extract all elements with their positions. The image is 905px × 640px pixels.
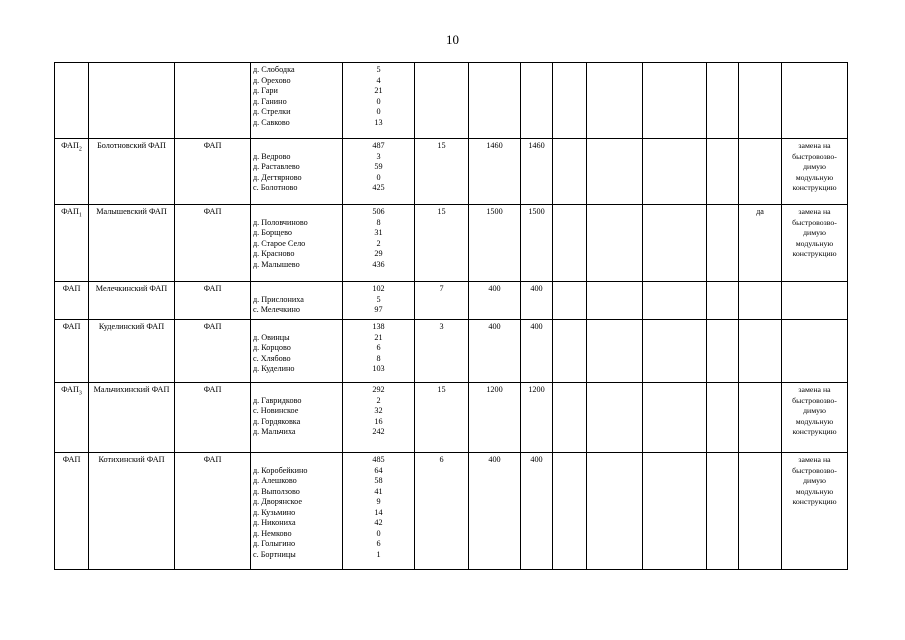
facility-type-cell	[55, 63, 89, 139]
flag-cell	[739, 63, 782, 139]
village-name: д. Коробейкино	[253, 465, 308, 475]
empty-cell-d	[707, 205, 739, 282]
village-name: д. Мальчиха	[253, 427, 296, 436]
facility-kind: ФАП	[175, 282, 251, 320]
facility-type: ФАП	[62, 322, 81, 331]
village-population: 5	[376, 65, 381, 74]
village-name: д. Корцово	[253, 343, 291, 352]
population-cell	[343, 205, 415, 282]
village-population: 6	[376, 343, 381, 352]
table-row	[55, 63, 848, 139]
village-name: д. Немково	[253, 528, 292, 538]
note-cell	[782, 282, 848, 320]
flag-cell	[739, 383, 782, 453]
spacer	[253, 322, 340, 333]
value-cell-1: 7	[415, 282, 469, 320]
village-name: д. Красново	[253, 249, 295, 258]
village-name: с. Бортницы	[253, 549, 296, 559]
village-population: 0	[376, 107, 381, 116]
facility-kind: ФАП	[175, 205, 251, 282]
facility-type-cell	[55, 282, 89, 320]
facility-type: ФАП	[62, 455, 81, 464]
empty-cell-b	[587, 205, 643, 282]
empty-cell-d	[707, 453, 739, 570]
village-name: д. Никониха	[253, 518, 296, 527]
villages-cell	[251, 205, 343, 282]
empty-cell-b	[587, 282, 643, 320]
empty-cell-d	[707, 320, 739, 383]
empty-cell-b	[587, 453, 643, 570]
flag-cell: да	[739, 205, 782, 282]
population-cell	[343, 139, 415, 205]
facility-name: Куделинский ФАП	[89, 320, 175, 383]
village-name: д. Половчиново	[253, 217, 308, 227]
population-cell	[343, 282, 415, 320]
value-cell-3: 400	[521, 453, 553, 570]
table-row	[55, 453, 848, 570]
facility-type-cell	[55, 320, 89, 383]
population-cell	[343, 63, 415, 139]
table-row	[55, 320, 848, 383]
facility-type-index: 3	[78, 390, 82, 397]
village-name: д. Куделино	[253, 364, 295, 373]
value-cell-3: 1500	[521, 205, 553, 282]
village-name: д. Борщево	[253, 228, 292, 237]
village-name: д. Малышево	[253, 259, 300, 269]
village-name: с. Мелечкино	[253, 305, 301, 314]
village-population: 97	[374, 305, 383, 314]
note-cell	[782, 63, 848, 139]
village-name: с. Болотново	[253, 183, 298, 192]
value-cell-2: 1460	[469, 139, 521, 205]
village-name: д. Стрелки	[253, 107, 291, 116]
flag-cell	[739, 282, 782, 320]
village-population: 29	[374, 249, 383, 258]
empty-cell-d	[707, 139, 739, 205]
village-population: 5	[376, 294, 381, 304]
villages-cell	[251, 139, 343, 205]
facility-name: Болотновский ФАП	[89, 139, 175, 205]
village-population: 6	[376, 539, 381, 548]
note-cell	[782, 320, 848, 383]
facility-type-index: 2	[78, 146, 82, 153]
villages-cell	[251, 63, 343, 139]
village-population: 16	[374, 416, 383, 426]
village-population: 8	[376, 353, 381, 363]
village-name: д. Алешково	[253, 476, 297, 485]
value-cell-2	[469, 63, 521, 139]
note-cell: замена на быстровозво-димую модульную конструкцию	[782, 383, 848, 453]
flag-cell	[739, 320, 782, 383]
facility-name: Мелечкинский ФАП	[89, 282, 175, 320]
facility-type-index: 1	[78, 212, 82, 219]
facility-type: ФАП	[61, 385, 79, 394]
village-population: 8	[376, 217, 381, 227]
villages-cell	[251, 453, 343, 570]
facility-kind: ФАП	[175, 139, 251, 205]
village-population: 58	[374, 476, 383, 485]
village-name: с. Хлябово	[253, 353, 291, 363]
total-population: 487	[372, 141, 385, 150]
flag-cell	[739, 453, 782, 570]
village-population: 13	[374, 117, 383, 127]
empty-cell-a	[553, 63, 587, 139]
empty-cell-a	[553, 383, 587, 453]
village-name: д. Кузьмино	[253, 507, 296, 517]
village-population: 59	[374, 162, 383, 171]
village-population: 32	[374, 406, 383, 415]
village-population: 21	[374, 86, 383, 95]
value-cell-2: 1200	[469, 383, 521, 453]
empty-cell-a	[553, 205, 587, 282]
village-name: д. Голыгино	[253, 539, 296, 548]
empty-cell-b	[587, 320, 643, 383]
village-name: д. Раставлево	[253, 162, 300, 171]
facility-kind: ФАП	[175, 453, 251, 570]
empty-cell-a	[553, 320, 587, 383]
note-cell: замена на быстровозво-димую модульную конструкцию	[782, 205, 848, 282]
table-body	[55, 63, 848, 570]
facility-type: ФАП	[61, 141, 79, 150]
village-name: д. Гавридково	[253, 395, 302, 405]
village-population: 64	[374, 465, 383, 475]
spacer	[253, 141, 340, 152]
value-cell-2: 400	[469, 282, 521, 320]
facility-kind	[175, 63, 251, 139]
village-population: 4	[376, 75, 381, 85]
total-population: 292	[372, 385, 385, 394]
village-name: д. Дегтярново	[253, 172, 302, 182]
total-population: 102	[372, 284, 385, 293]
village-population: 1	[376, 549, 381, 559]
population-cell	[343, 383, 415, 453]
facility-type-cell	[55, 453, 89, 570]
total-population: 485	[372, 455, 385, 464]
villages-cell	[251, 320, 343, 383]
population-cell	[343, 320, 415, 383]
empty-cell-a	[553, 282, 587, 320]
facility-type-cell	[55, 139, 89, 205]
village-name: д. Гари	[253, 86, 278, 95]
spacer	[253, 385, 340, 396]
village-name: д. Ведрово	[253, 151, 291, 161]
empty-cell-c	[643, 383, 707, 453]
village-population: 425	[372, 183, 385, 192]
empty-cell-c	[643, 63, 707, 139]
table-row	[55, 139, 848, 205]
village-population: 41	[374, 486, 383, 496]
village-name: д. Ганино	[253, 96, 287, 106]
facility-name: Котихинский ФАП	[89, 453, 175, 570]
value-cell-1	[415, 63, 469, 139]
facility-kind: ФАП	[175, 320, 251, 383]
value-cell-2: 400	[469, 320, 521, 383]
empty-cell-c	[643, 139, 707, 205]
value-cell-2: 400	[469, 453, 521, 570]
spacer	[253, 284, 340, 295]
empty-cell-c	[643, 282, 707, 320]
facility-type: ФАП	[62, 284, 81, 293]
spacer	[253, 207, 340, 218]
empty-cell-b	[587, 63, 643, 139]
empty-cell-b	[587, 383, 643, 453]
value-cell-1: 15	[415, 139, 469, 205]
table-row	[55, 282, 848, 320]
empty-cell-b	[587, 139, 643, 205]
empty-cell-c	[643, 320, 707, 383]
value-cell-1: 15	[415, 205, 469, 282]
village-population: 9	[376, 497, 381, 506]
village-population: 31	[374, 228, 383, 237]
village-name: д. Старое Село	[253, 238, 306, 248]
facility-name: Малышевский ФАП	[89, 205, 175, 282]
empty-cell-c	[643, 453, 707, 570]
table-row	[55, 205, 848, 282]
value-cell-1: 15	[415, 383, 469, 453]
village-name: д. Овинцы	[253, 332, 290, 342]
village-name: д. Слободка	[253, 65, 295, 74]
value-cell-3: 1200	[521, 383, 553, 453]
facility-name: Мальчихинский ФАП	[89, 383, 175, 453]
village-population: 103	[372, 364, 385, 373]
empty-cell-a	[553, 453, 587, 570]
village-population: 14	[374, 507, 383, 517]
village-population: 242	[372, 427, 385, 436]
value-cell-1: 3	[415, 320, 469, 383]
village-name: д. Гордяковка	[253, 416, 301, 426]
village-name: д. Дворянское	[253, 497, 303, 506]
facility-type: ФАП	[61, 207, 79, 216]
empty-cell-d	[707, 282, 739, 320]
villages-cell	[251, 383, 343, 453]
table-row	[55, 383, 848, 453]
note-cell: замена на быстровозво-димую модульную конструкцию	[782, 139, 848, 205]
village-population: 0	[376, 528, 381, 538]
village-population: 3	[376, 151, 381, 161]
village-population: 42	[374, 518, 383, 527]
facilities-table	[54, 62, 848, 570]
empty-cell-c	[643, 205, 707, 282]
empty-cell-a	[553, 139, 587, 205]
note-cell: замена на быстровозво-димую модульную конструкцию	[782, 453, 848, 570]
village-population: 436	[372, 259, 385, 269]
facility-type-cell	[55, 205, 89, 282]
total-population: 138	[372, 322, 385, 331]
village-name: д. Прислониха	[253, 294, 304, 304]
value-cell-1: 6	[415, 453, 469, 570]
village-name: д. Орехово	[253, 75, 291, 85]
village-name: д. Савково	[253, 117, 290, 127]
flag-cell	[739, 139, 782, 205]
value-cell-2: 1500	[469, 205, 521, 282]
empty-cell-d	[707, 63, 739, 139]
village-name: д. Выползово	[253, 486, 300, 496]
value-cell-3	[521, 63, 553, 139]
village-name: с. Новинское	[253, 406, 299, 415]
population-cell	[343, 453, 415, 570]
village-population: 2	[376, 238, 381, 248]
village-population: 0	[376, 172, 381, 182]
total-population: 506	[372, 207, 385, 216]
value-cell-3: 1460	[521, 139, 553, 205]
value-cell-3: 400	[521, 320, 553, 383]
villages-cell	[251, 282, 343, 320]
page-number: 10	[446, 32, 459, 47]
facility-name	[89, 63, 175, 139]
value-cell-3: 400	[521, 282, 553, 320]
facility-type-cell	[55, 383, 89, 453]
empty-cell-d	[707, 383, 739, 453]
spacer	[253, 455, 340, 466]
village-population: 0	[376, 96, 381, 106]
facility-kind: ФАП	[175, 383, 251, 453]
village-population: 21	[374, 332, 383, 342]
village-population: 2	[376, 395, 381, 405]
